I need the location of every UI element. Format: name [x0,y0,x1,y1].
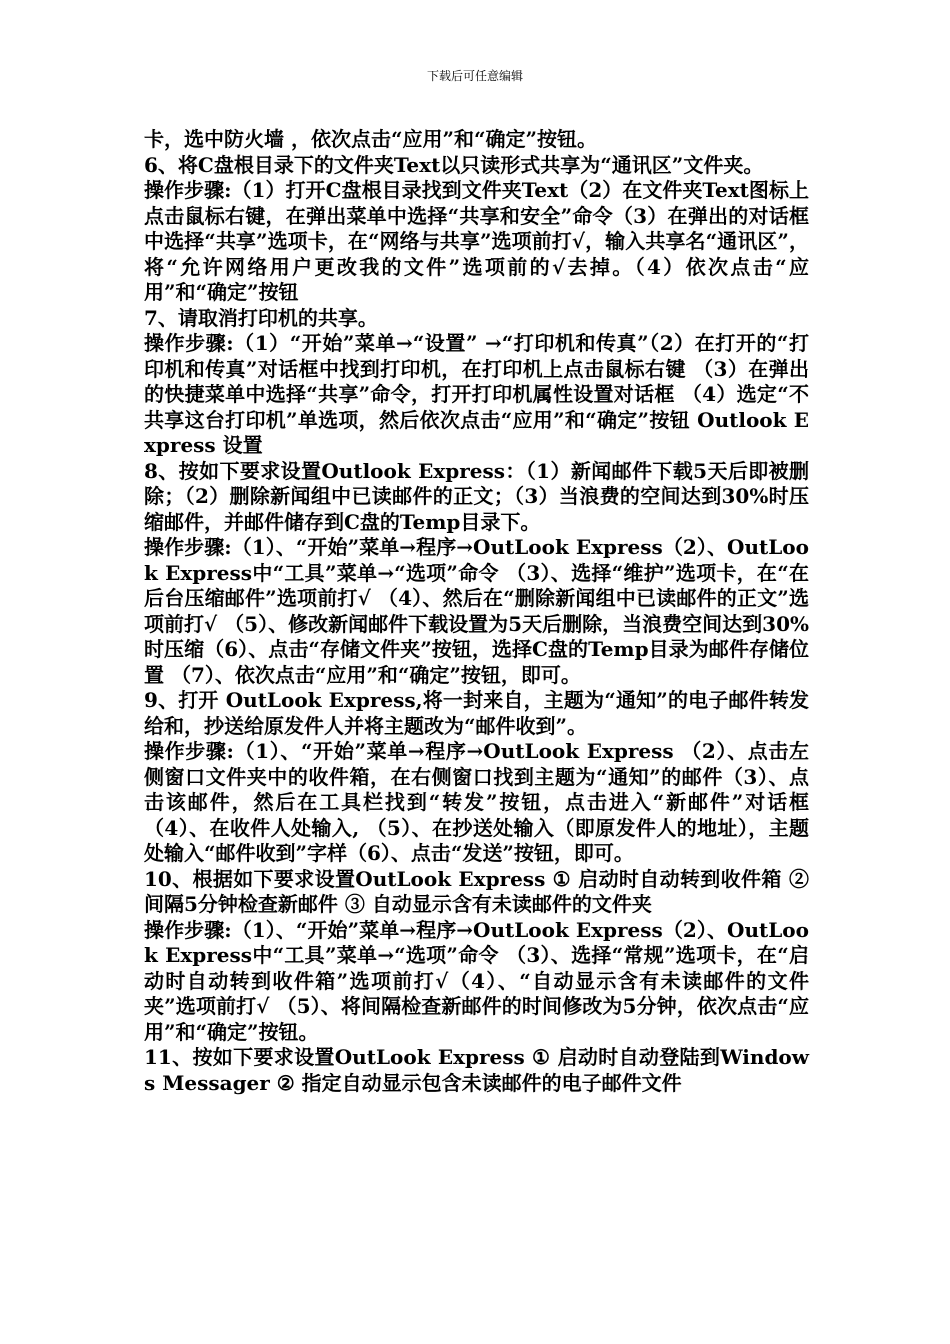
question-heading: 7、请取消打印机的共享。 [144,305,378,330]
question-heading: 10、根据如下要求设置OutLook Express ① 启动时自动转到收件箱 ② 间隔5分钟检查新邮件 ③ 自动显示含有未读邮件的文件夹 [144,866,809,916]
operation-steps: 操作步骤:（1）打开C盘根目录找到文件夹Text（2）在文件夹Text图标上点击鼠标右键，在弹出菜单中选择“共享和安全”命令（3）在弹出的对话框中选择“共享”选项卡，在“网络与共享”选项前打√，输入共享名“通讯区”，将“允许网络用户更改我的文件”选项前的√去掉。（4）依次点击“应用”和“确定”按钮 [144,178,809,304]
question-heading: 9、打开 OutLook Express,将一封来自，主题为“通知”的电子邮件转发 给和，抄送给原发件人并将主题改为“邮件收到”。 [144,688,809,738]
question-heading: 6、将C盘根目录下的文件夹Text以只读形式共享为“通讯区”文件夹。 [144,152,764,177]
paragraph: 卡，选中防火墙 ，依次点击“应用”和“确定”按钮。 [144,127,597,151]
operation-steps: 操作步骤:（1）、“开始”菜单→程序→OutLook Express（2）、OutLook Express中“工具”菜单→“选项”命令 （3）、选择“常规”选项卡，在“启动时自动转到收件箱”选项前打√（4）、“自动显示含有未读邮件的文件夹”选项前打√ （5）、将间隔检查新邮件的时间修改为5分钟，依次点击“应用”和“确定”按钮。 [144,917,809,1044]
page-header: 下载后可任意编辑 [426,69,523,83]
operation-steps: 操作步骤:（1）、“开始”菜单→程序→OutLook Express（2）、OutLook Express中“工具”菜单→“选项”命令 （3）、选择“维护”选项卡，在“在后台压缩邮件”选项前打√ （4）、然后在“删除新闻组中已读邮件的正文”选项前打√ （5）、修改新闻邮件下载设置为5天后删除，当浪费空间达到30%时压缩（6）、点击“存储文件夹”按钮，选择C盘的Temp目录为邮件存储位置 （7）、依次点击“应用”和“确定”按钮，即可。 [144,535,809,687]
operation-steps: 操作步骤:（1）“开始”菜单→“设置” →“打印机和传真”（2）在打开的“打印机和传真”对话框中找到打印机，在打印机上点击鼠标右键 （3）在弹出的快捷菜单中选择“共享”命令，打开打印机属性设置对话框 （4）选定“不共享这台打印机”单选项，然后依次点击“应用”和“确定”按钮 Outlook Express 设置 [144,331,809,457]
question-heading: 11、按如下要求设置OutLook Express ① 启动时自动登陆到Windows Messager ② 指定自动显示包含未读邮件的电子邮件文件 [144,1045,809,1095]
question-heading: 8、按如下要求设置Outlook Express：（1）新闻邮件下载5天后即被删除；（2）删除新闻组中已读邮件的正文；（3）当浪费的空间达到30%时压缩邮件，并邮件储存到C盘的Temp目录下。 [144,458,809,534]
document-body [144,127,809,1096]
operation-steps: 操作步骤:（1）、“开始”菜单→程序→OutLook Express （2）、点击左侧窗口文件夹中的收件箱，在右侧窗口找到主题为“通知”的邮件（3）、点击该邮件，然后在工具栏找到“转发”按钮，点击进入“新邮件”对话框（4）、在收件人处输入, （5）、在抄送处输入（即原发件人的地址），主题处输入“邮件收到”字样（6）、点击“发送”按钮，即可。 [144,739,809,865]
